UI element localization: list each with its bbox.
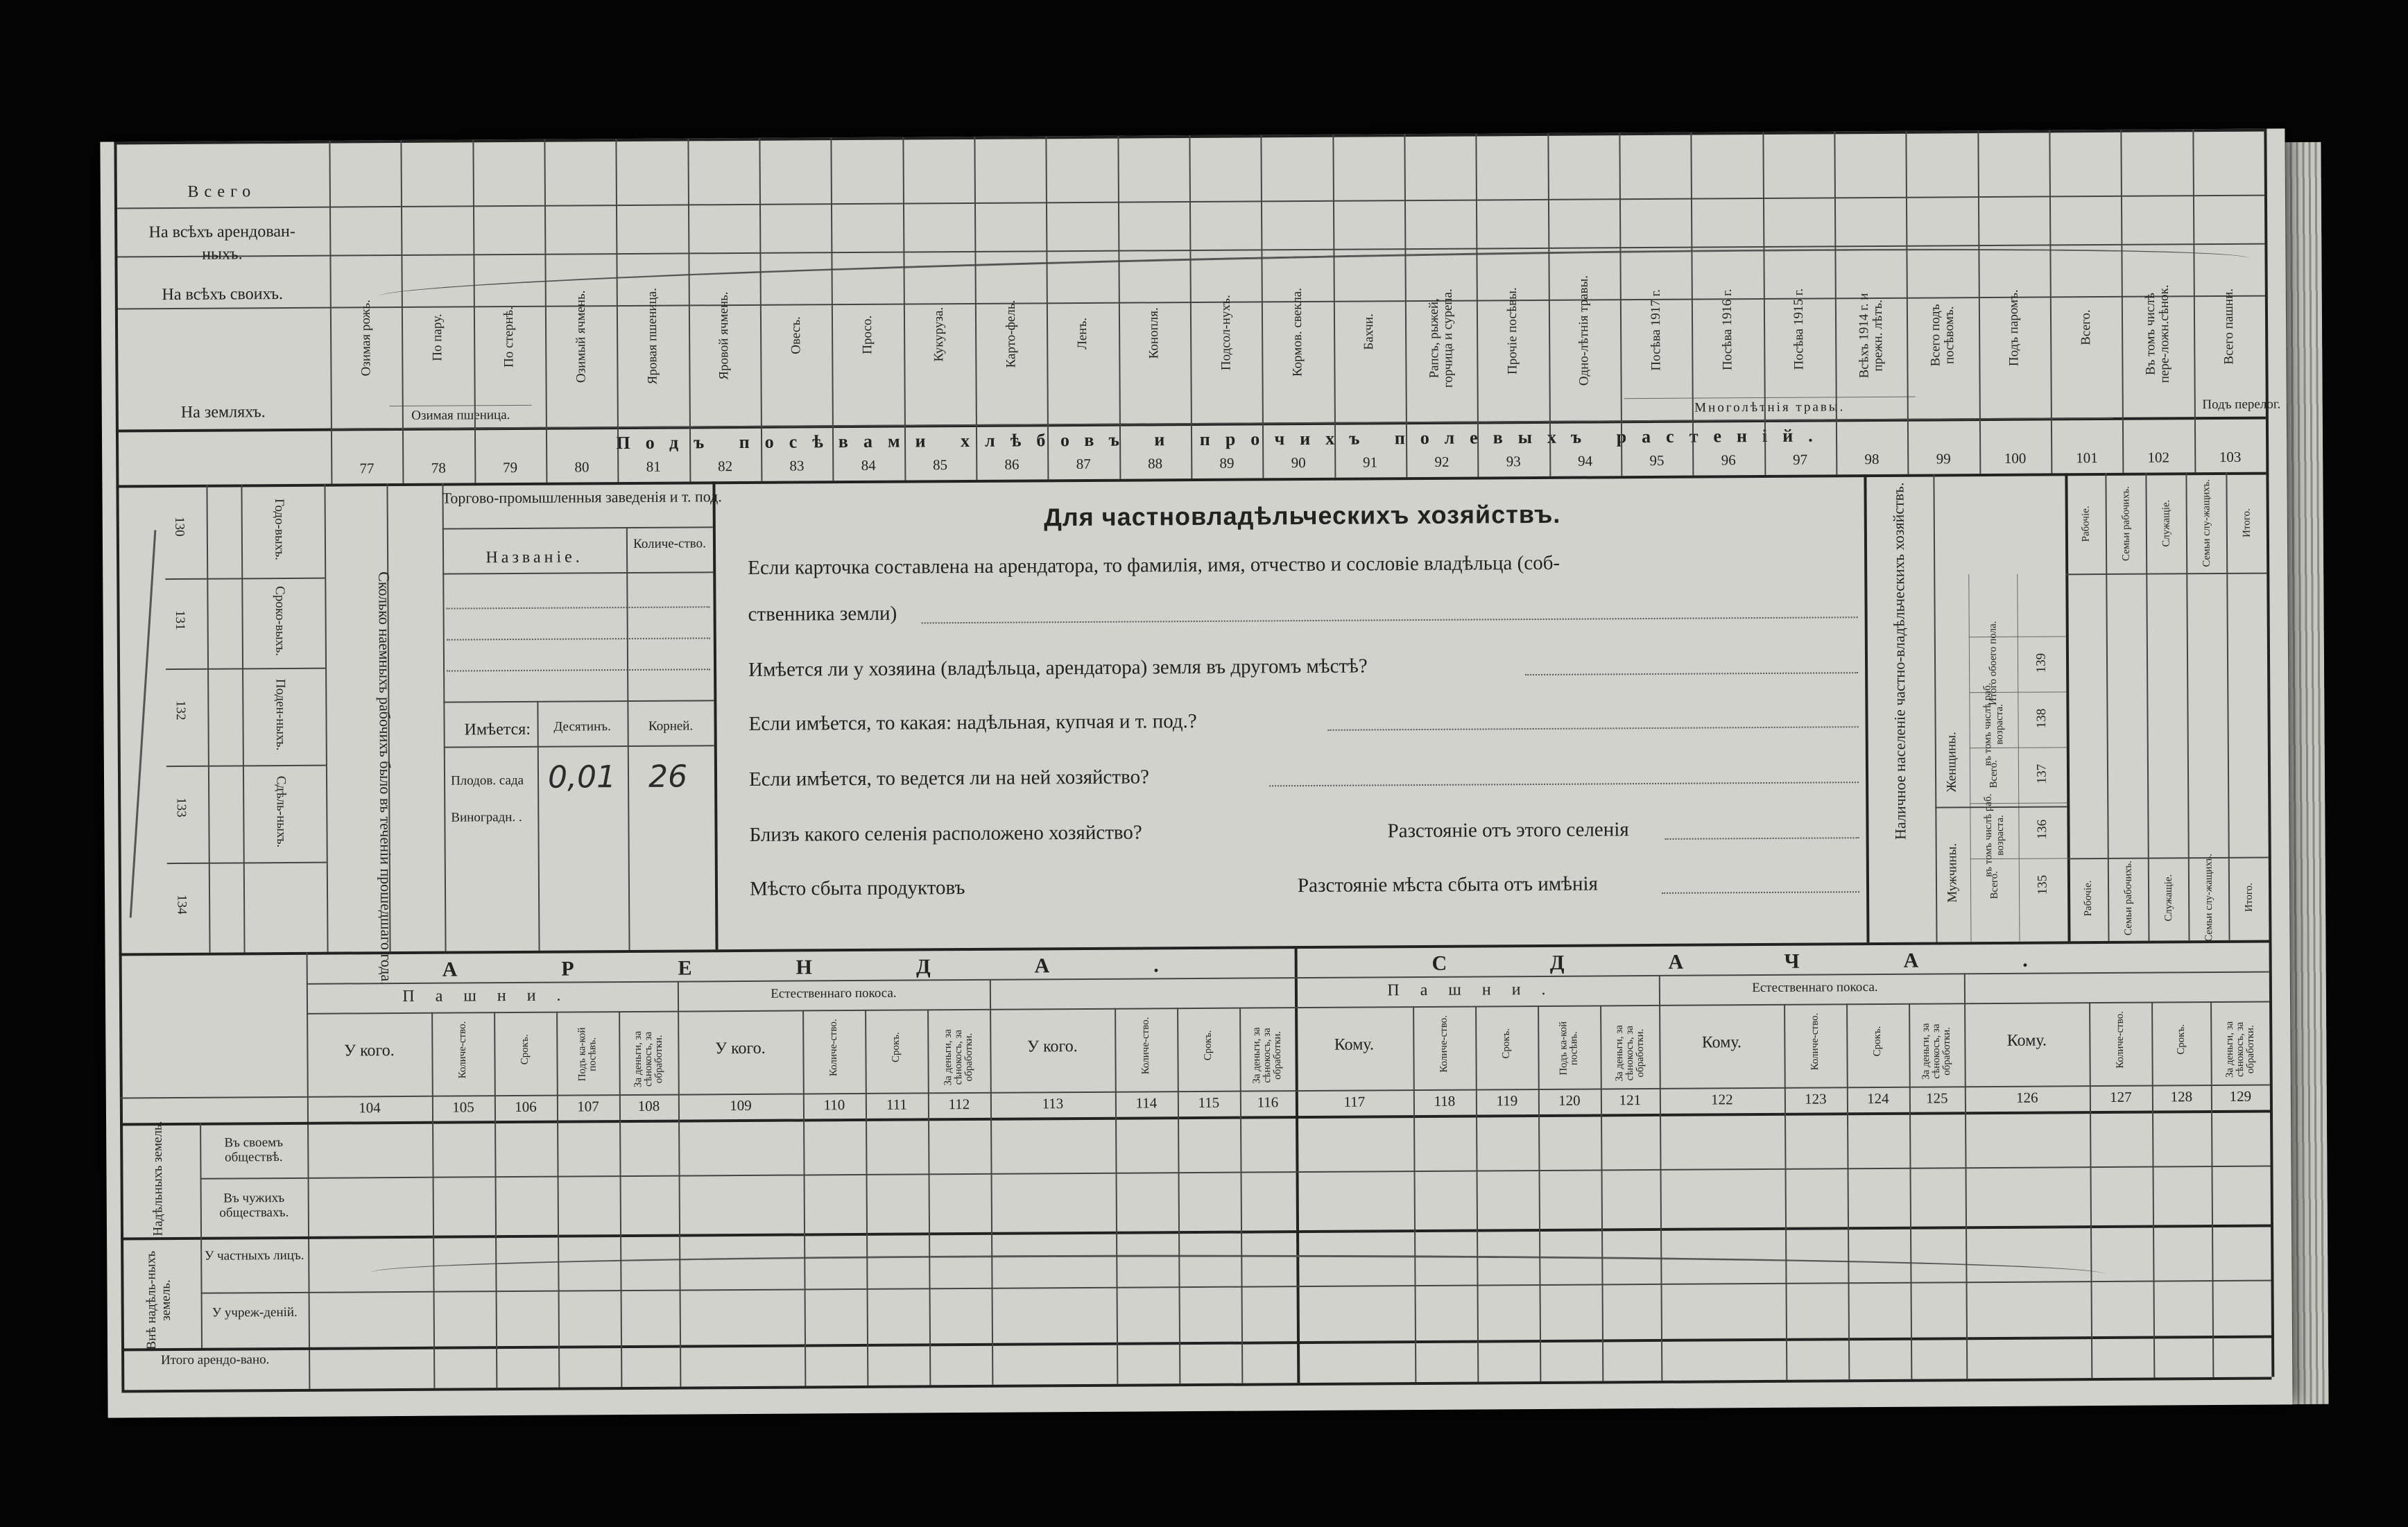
lease-number-9: 113 [1042,1095,1064,1112]
crop-number-18: 95 [1649,451,1665,469]
lease-number-18: 122 [1711,1091,1733,1108]
crop-number-0: 77 [359,460,375,477]
lease-header-4: За деньги, за сѣнокосъ, за обработки. [632,1030,664,1088]
pop-total: Итого обоего пола. [1987,621,2000,706]
crop-header-10: Ленъ. [1075,317,1090,350]
crop-number-7: 84 [861,456,876,474]
lease-number-16: 120 [1558,1092,1581,1109]
crop-header-19: Посѣва 1916 г. [1719,288,1735,371]
hired-number-3: 133 [173,797,189,818]
crops-banner: Подъ посѣвами хлѣбовъ и прочихъ полевыхъ растеній. [616,425,1828,454]
crop-number-14: 91 [1363,454,1378,471]
hired-label: Сколько наемныхъ рабочихъ было въ теченіи прошедшаго года. [375,571,395,985]
roots-value: 26 [648,759,688,795]
crop-header-5: Яровой ячмень. [716,291,732,380]
lease-header-11: Срокъ. [1202,1030,1214,1061]
crop-header-6: Овесъ. [788,316,803,354]
question-other-land: Имѣется ли у хозяина (владѣльца, арендатора) земля въ другомъ мѣстѣ? [748,655,1368,681]
hired-number-0: 130 [172,517,187,537]
roots-header: Корней. [648,718,694,734]
crop-number-1: 78 [431,459,446,476]
pop-women-working: въ томъ числѣ раб. возраста. [1981,682,2005,766]
orchard-value: 0,01 [547,759,617,795]
lease-header-5: У кого. [714,1039,766,1058]
lease-number-3: 107 [577,1098,599,1115]
lease-number-20: 124 [1867,1089,1889,1107]
crop-number-19: 96 [1721,451,1736,469]
crop-header-0: Озимая рожь. [358,300,374,377]
total-rented-label: Итого арендо-вано. [160,1352,270,1368]
arenda-title: АРЕНДА. [442,953,1263,981]
staff-header-3: Семьи слу-жащихъ. [2201,478,2212,567]
orchard-label: Плодов. сада [450,773,524,788]
crop-header-15: Рапсъ, рыжей, горчица и сурепа. [1426,288,1456,388]
population-label: Наличное населеніе частно-владѣльческихъ хозяйствъ. [1889,482,1909,840]
crop-number-3: 80 [574,458,590,476]
crop-header-25: Въ томъ числѣ пере-ложн.сѣнок. [2142,284,2172,383]
vineyard-label: Виноградн. . [451,809,522,825]
staff-header-1: Семьи рабочихъ. [2120,486,2132,562]
lease-header-9: У кого. [1026,1037,1078,1056]
row-total: Всего [187,182,257,201]
lease-number-10: 114 [1135,1094,1158,1112]
row-rented: На всѣхъ арендован- [148,222,295,242]
lease-number-7: 111 [886,1096,907,1113]
lease-number-13: 117 [1343,1093,1366,1110]
question-land-type: Если имѣется, то какая: надѣльная, купчая и т. под.? [748,709,1197,735]
non-allotted-lands-label: Внѣ надѣль-ныхъ земель. [144,1250,173,1350]
lease-header-15: Срокъ. [1500,1028,1513,1059]
crop-number-11: 88 [1148,455,1163,472]
crop-number-21: 98 [1864,450,1880,468]
crop-number-5: 82 [718,458,733,475]
lease-header-14: Количе-ство. [1438,1015,1450,1073]
crop-header-24: Всего. [2078,309,2093,345]
question-market: Мѣсто сбыта продуктовъ [749,877,965,900]
lease-number-8: 112 [948,1096,970,1113]
lease-number-23: 127 [2110,1088,2132,1105]
lease-header-23: Количе-ство. [2114,1010,2126,1069]
lease-header-22: Кому. [2006,1031,2047,1050]
row-rented-2: ныхъ. [202,245,243,264]
staff-header-2: Служащіе. [2160,499,2172,547]
census-card [100,128,2292,1417]
sdacha-title: СДАЧА. [1431,947,2132,975]
own-society-label: Въ своемъ обществѣ. [224,1135,284,1165]
winter-wheat-group: Озимая пшеница. [411,408,510,423]
lease-header-0: У кого. [344,1042,395,1060]
crop-header-4: Яровая пшеница. [644,288,660,385]
trade-name-header: Названіе. [485,548,583,567]
staff-footer-2: Служащіе. [2162,874,2175,922]
lease-number-2: 106 [515,1098,537,1116]
crop-number-2: 79 [503,458,518,476]
lease-number-22: 126 [2016,1089,2038,1106]
question-farming: Если имѣется, то ведется ли на ней хозяйство? [748,766,1150,791]
crop-number-15: 92 [1434,453,1450,470]
crop-number-22: 99 [1936,450,1951,467]
question-market-distance: Разстояніе мѣста сбыта отъ имѣнія [1297,872,1598,897]
pokos-header-4: Естественнаго покоса. [1752,980,1878,996]
pop-number-1: 136 [2034,819,2050,840]
lease-header-3: Подъ ка-кой посѣвъ. [576,1027,599,1082]
pop-number-0: 135 [2035,874,2050,895]
crop-number-20: 97 [1792,451,1808,468]
lease-number-15: 119 [1496,1092,1518,1110]
question-village: Близъ какого селенія расположено хозяйство? [749,821,1142,846]
men-label: Мужчины. [1945,843,1960,903]
staff-header-4: Итого. [2241,508,2253,537]
trade-title: Торгово-промышленныя заведенія и т. под. [442,488,722,507]
lease-number-0: 104 [359,1099,381,1116]
crop-header-1: По пару. [429,313,445,361]
staff-header-0: Рабочіе. [2080,506,2092,542]
lease-number-1: 105 [452,1098,474,1116]
lease-number-14: 118 [1434,1092,1456,1110]
form-title: Для частновладѣльческихъ хозяйствъ. [1044,499,1561,532]
pop-men-working: въ томъ числѣ раб. возраста. [1982,793,2006,877]
lease-number-6: 110 [823,1096,845,1114]
crop-number-25: 102 [2147,449,2170,466]
crop-header-17: Одно-лѣтнія травы. [1576,275,1592,386]
private-persons-label: У частныхъ лицъ. [204,1248,304,1263]
lease-header-13: Кому. [1334,1035,1375,1054]
question-owner: Если карточка составлена на арендатора, то фамилія, имя, отчество и сословіе владѣльца (соб- [748,551,1560,579]
crop-number-24: 101 [2076,449,2098,467]
crop-header-18: Посѣва 1917 г. [1648,289,1664,371]
question-village-distance: Разстояніе отъ этого селенія [1387,818,1629,843]
perennial-grass-group: Многолѣтнія травы. [1694,399,1846,415]
lease-header-25: За деньги, за сѣнокосъ, за обработки. [2224,1021,2256,1078]
staff-footer-1: Семьи рабочихъ. [2122,861,2135,936]
crop-header-26: Всего пашни. [2221,288,2237,365]
lease-number-4: 108 [637,1097,660,1114]
crop-number-16: 93 [1506,453,1521,470]
lease-header-17: За деньги, за сѣнокосъ, за обработки. [1613,1025,1646,1082]
pop-men-total: Всего. [1988,870,2000,899]
hired-number-4: 134 [174,895,189,915]
lease-header-19: Количе-ство. [1809,1012,1821,1071]
crop-number-12: 89 [1219,454,1235,472]
crop-number-6: 83 [789,457,805,474]
institutions-label: У учреж-деній. [212,1304,298,1320]
fallow-group: Подъ перелог. [2202,397,2281,413]
pop-number-4: 139 [2033,653,2049,673]
crop-header-16: Прочіе посѣвы. [1504,287,1520,375]
lease-header-10: Количе-ство. [1140,1017,1152,1075]
lease-header-8: За деньги, за сѣнокосъ, за обработки. [942,1028,975,1086]
pokos-header-1: Естественнаго покоса. [771,985,897,1001]
lease-number-25: 129 [2229,1087,2252,1105]
crop-header-22: Всего подъ посѣвомъ. [1927,304,1957,367]
crop-header-3: Озимый ячмень. [573,290,589,383]
staff-footer-4: Итого. [2243,883,2255,912]
lease-header-7: Срокъ. [890,1032,902,1063]
crop-header-12: Подсол-нухъ. [1218,295,1234,371]
pashni-header-3: Пашни. [1387,980,1567,1000]
hired-number-2: 132 [173,700,188,721]
staff-footer-0: Рабочіе. [2082,880,2095,917]
lease-header-24: Срокъ. [2175,1024,2187,1055]
other-society-label: Въ чужихъ обществахъ. [219,1191,289,1220]
crop-header-13: Кормов. свекла. [1289,287,1305,377]
hired-type-0: Годо-выхъ. [272,498,287,560]
pashni-header-0: Пашни. [402,986,582,1006]
staff-footer-3: Семьи слу-жащихъ. [2203,853,2215,942]
lease-number-19: 123 [1805,1090,1827,1107]
lease-header-2: Срокъ. [519,1034,531,1065]
lease-number-11: 115 [1198,1094,1220,1111]
lease-header-20: Срокъ. [1871,1026,1884,1057]
crop-number-26: 103 [2219,448,2242,465]
hired-type-2: Поден-ныхъ. [273,678,289,751]
hired-number-1: 131 [172,610,188,630]
row-on-lands: На земляхъ. [180,403,266,422]
lease-number-24: 128 [2170,1088,2193,1105]
pop-number-3: 138 [2034,708,2049,729]
crop-number-10: 87 [1076,455,1091,473]
lease-header-21: За деньги, за сѣнокосъ, за обработки. [1920,1023,1953,1080]
lease-header-1: Количе-ство. [456,1021,469,1079]
lease-number-17: 121 [1619,1092,1642,1109]
lease-header-18: Кому. [1701,1033,1742,1052]
crop-header-2: По стернѣ. [501,307,517,368]
crop-header-23: Подъ паромъ. [2006,289,2022,367]
women-label: Женщины. [1944,732,1959,793]
crop-header-8: Кукуруза. [931,307,947,362]
crop-header-11: Конопля. [1146,307,1162,359]
crop-number-8: 85 [933,456,948,474]
trade-qty-header: Количе-ство. [633,536,706,551]
crop-header-21: Всѣхъ 1914 г. и прежн. лѣтъ. [1856,293,1886,379]
pop-number-2: 137 [2034,764,2049,784]
crop-header-9: Карто-фель. [1003,300,1019,368]
lease-number-21: 125 [1926,1089,1948,1107]
hired-type-3: Сдѣль-ныхъ. [273,775,289,848]
lease-header-6: Количе-ство. [827,1019,840,1077]
allotted-lands-label: Надѣльныхъ земель. [150,1121,166,1236]
crop-header-20: Посѣва 1915 г. [1791,288,1807,370]
crop-number-9: 86 [1004,456,1020,473]
crop-number-23: 100 [2004,449,2027,467]
crop-number-4: 81 [646,458,661,475]
lease-header-16: Подъ ка-кой посѣвъ. [1558,1021,1580,1076]
crop-header-7: Просо. [859,315,875,354]
pop-women-total: Всего. [1988,759,2000,788]
have-label: Имѣется: [464,720,531,739]
desyatin-header: Десятинъ. [553,719,611,734]
lease-number-5: 109 [730,1096,752,1114]
hired-type-1: Сроко-выхъ. [272,586,288,657]
crop-number-13: 90 [1291,454,1306,472]
question-owner-2: ственника земли) [748,602,897,626]
lease-header-12: За деньги, за сѣнокосъ, за обработки. [1250,1027,1284,1084]
crop-header-14: Бахчи. [1361,313,1377,350]
lease-number-12: 116 [1257,1094,1279,1111]
crop-number-17: 94 [1577,452,1593,469]
row-own: На всѣхъ своихъ. [162,285,284,304]
